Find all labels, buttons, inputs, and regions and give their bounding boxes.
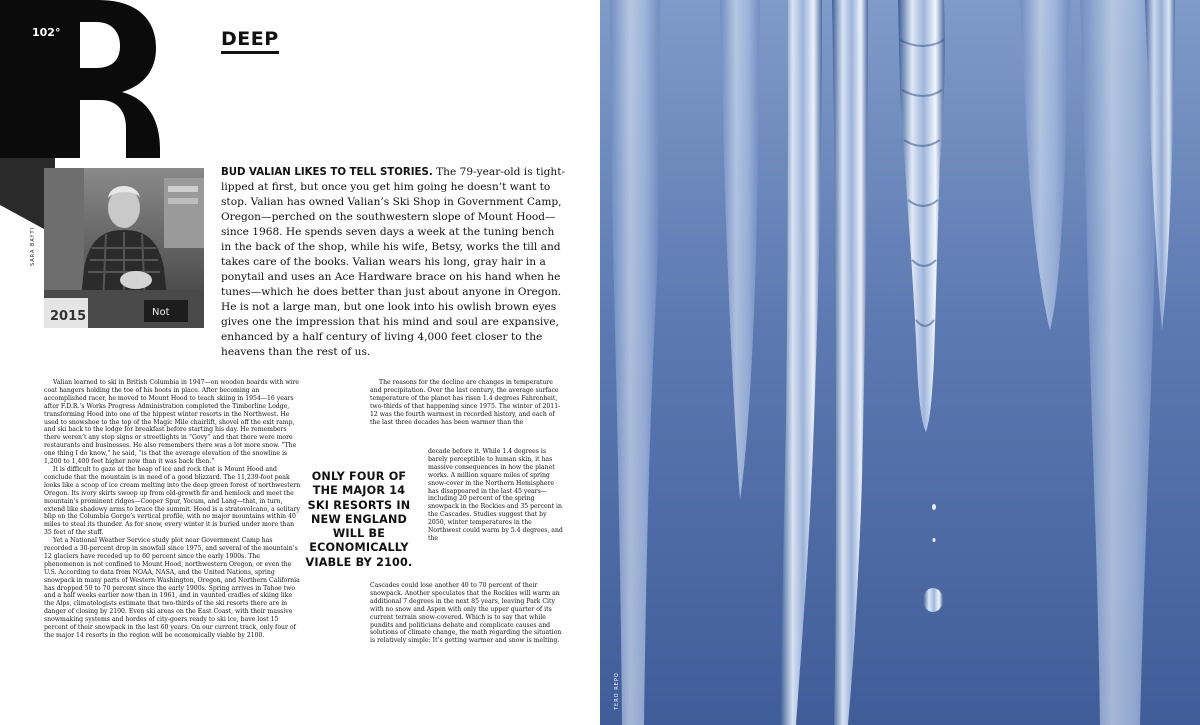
- svg-text:2015: 2015: [50, 309, 87, 324]
- svg-text:Not: Not: [152, 307, 170, 318]
- body-paragraph: The reasons for the decline are changes in temperature and precipitation. Over the last century, the average surface temperature of the planet has risen 1.4 degrees Fahrenheit, two-thirds of that happening since 1975. The winter of 2011-12 was the fourth warmest in recorded history, and each of the last three decades has been warmer than the: [370, 379, 561, 426]
- body-column-right-bottom: [370, 582, 566, 645]
- icicles-photo: [600, 0, 1200, 725]
- portrait-photo: [44, 168, 204, 328]
- body-column-left: [44, 379, 302, 640]
- body-column-right-narrow: [428, 448, 566, 543]
- body-paragraph: Cascades could lose another 40 to 70 percent of their snowpack. Another speculates that the Rockies will warm an additional 7 degrees in the next 85 years, leaving Park City with no snow and Aspen with only the upper quarter of its current terrain snow-covered. Which is to say that while pundits and politicians debate and complicate causes and solutions of climate change, the math regarding the situation is relatively simple: It’s getting warmer and snow is melting.: [370, 582, 562, 645]
- portrait-photo-credit: SARA BAYTI: [30, 226, 36, 266]
- icicles-photo-credit: TERO REPO: [614, 672, 620, 710]
- body-column-right-top: [370, 379, 566, 426]
- intro-text: The 79-year-old is tight-lipped at first, but once you get him going he doesn’t want to stop. Valian has owned Valian’s Ski Shop in Government Camp, Oregon—perched on the southwestern slope of Mount Hood—since 1968. He spends seven days a week at the tuning bench in the back of the shop, while his wife, Betsy, works the till and takes care of the books. Valian wears his long, gray hair in a ponytail and uses an Ace Hardware brace on his hand when he tunes—which he does better than just about anyone in Oregon. He is not a large man, but one look into his owlish brown eyes gives one the impression that his mind and soul are expansive, enhanced by a half century of living 4,000 feet closer to the heavens than the rest of us.: [221, 166, 566, 358]
- section-title: DEEP: [221, 28, 279, 54]
- body-paragraph: It is difficult to gaze at the heap of ice and rock that is Mount Hood and conclude that the mountain is in need of a good blizzard. The 11,239-foot peak looks like a scoop of ice cream melting into the deep green forest of northwestern Oregon. Its ivory skirts swoop up from old-growth fir and hemlock and meet the mountain’s prominent ridges—Cooper Spur, Yocum, and Lang—that, in turn, extend like shadowy arms to brace the summit. Hood is a stratovolcano, a solitary blip on the Columbia Gorge’s vertical profile, with no major mountains within 40 miles to steal its thunder. As for snow, every winter it is buried under more than 35 feet of the stuff.: [44, 465, 301, 537]
- page-number: 102°: [32, 26, 61, 39]
- pull-quote: ONLY FOUR OF THE MAJOR 14 SKI RESORTS IN NEW ENGLAND WILL BE ECONOMICALLY VIABLE BY 2100.: [305, 470, 413, 569]
- intro-lead-in: BUD VALIAN LIKES TO TELL STORIES.: [221, 167, 433, 178]
- intro-paragraph: [221, 165, 566, 360]
- body-paragraph: decade before it. While 1.4 degrees is barely perceptible to human skin, it has massive consequences in how the planet works. A million square miles of spring snow-cover in the Northern Hemisphere has disappeared in the last 45 years—including 20 percent of the spring snowpack in the Rockies and 35 percent in the Cascades. Studies suggest that by 2050, winter temperatures in the Northwest could warm by 5.4 degrees, and the: [428, 448, 563, 542]
- body-paragraph: Yet a National Weather Service study plot near Government Camp has recorded a 30-percent drop in snowfall since 1975, and several of the mountain’s 12 glaciers have receded up to 60 percent since the early 1900s. The phenomenon is not confined to Mount Hood, northwestern Oregon, or even the U.S. According to data from NOAA, NASA, and the United Nations, spring snowpack in many parts of Western Washington, Oregon, and Northern California has dropped 50 to 70 percent since the early 1900s. Spring arrives in Tahoe two and a half weeks earlier now than in 1961, and in vaunted cradles of skiing like the Alps, climatologists estimate that two-thirds of the ski resorts there are in danger of closing by 2100. Even ski areas on the East Coast, with their massive snowmaking systems and hordes of city-goers ready to ski ice, have lost 15 percent of their snowpack in the last 60 years. On our current track, only four of the major 14 resorts in the region will be economically viable by 2100.: [44, 537, 300, 639]
- body-paragraph: Valian learned to ski in British Columbia in 1947—on wooden boards with wire coat hangers holding the toe of his boots in place. After becoming an accomplished racer, he moved to Mount Hood to teach skiing in 1954—16 years after F.D.R.’s Works Progress Administration completed the Timberline Lodge, transforming Hood into one of the hippest winter resorts in the Northwest. He used to snowshoe to the top of the Magic Mile chairlift, shovel off the exit ramp, and ski back to the lodge for breakfast before starting his day. He remembers there weren’t any stop signs or streetlights in “Govy” and that there were more restaurants and businesses. He also remembers there was a lot more snow. “The one thing I do know,” he said, “is that the average elevation of the snowline is 1,200 to 1,400 feet higher now than it was back then.”: [44, 379, 300, 466]
